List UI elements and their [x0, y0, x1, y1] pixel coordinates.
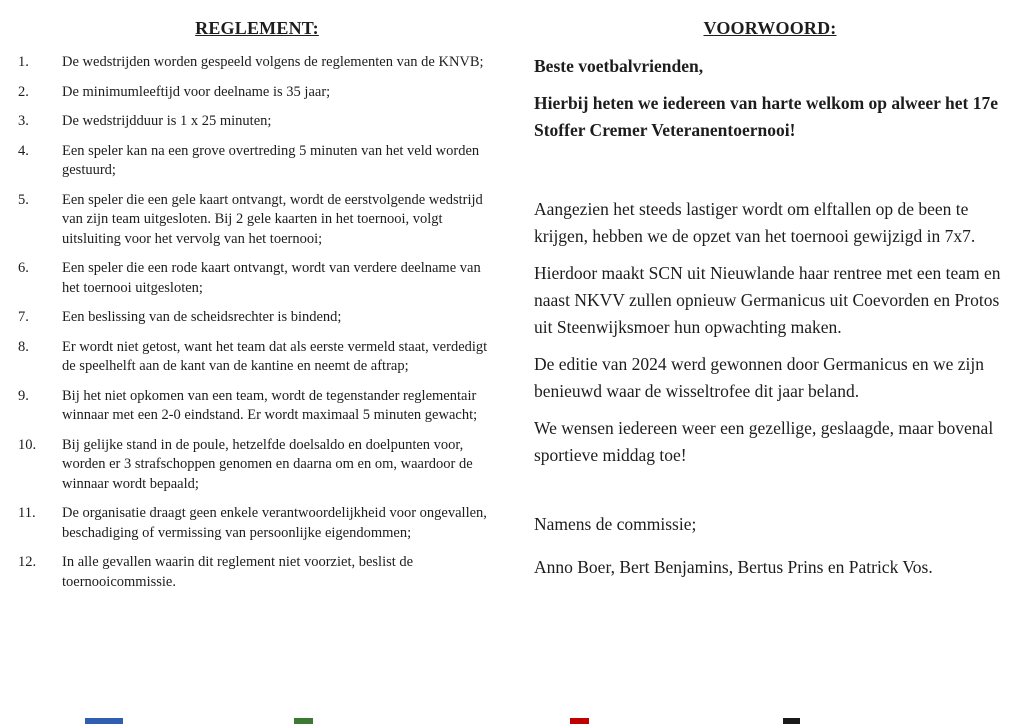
bottom-edge-mark [570, 718, 589, 724]
rule-text: De organisatie draagt geen enkele verantwoordelijkheid voor ongevallen, beschadiging of vermissing van persoonlijke eigendommen; [62, 505, 487, 541]
rule-item [18, 504, 496, 543]
rule-number: 5. [18, 191, 29, 208]
rule-number: 8. [18, 338, 29, 355]
bottom-edge-marks [0, 718, 1024, 724]
voorwoord-title: VOORWOORD: [703, 18, 837, 38]
bottom-edge-mark [85, 718, 123, 724]
rule-text: Een speler kan na een grove overtreding 5 minuten van het veld worden gestuurd; [62, 142, 480, 178]
voorwoord-paragraphs [534, 196, 1006, 469]
rule-number: 7. [18, 309, 29, 325]
voorwoord-welcome: Hierbij heten we iedereen van harte welkom op alweer het 17e Stoffer Cremer Veteranentoernooi! [534, 93, 998, 140]
rule-number: 1. [18, 54, 29, 70]
rule-number: 2. [18, 83, 29, 100]
rule-item [18, 53, 496, 73]
rule-item [18, 338, 496, 377]
voorwoord-paragraph: Aangezien het steeds lastiger wordt om elftallen op de been te krijgen, hebben we de opzet van het toernooi gewijzigd in 7x7. [534, 199, 976, 246]
rule-item [18, 112, 496, 132]
rule-text: Een speler die een rode kaart ontvangt, wordt van verdere deelname van het toernooi uitgesloten; [62, 260, 481, 296]
bottom-edge-mark [783, 718, 800, 724]
voorwoord-paragraph: De editie van 2024 werd gewonnen door Germanicus en we zijn benieuwd waar de wisseltrofee dit jaar beland. [534, 354, 984, 401]
rule-number: 11. [18, 505, 36, 521]
rule-text: De wedstrijden worden gespeeld volgens de reglementen van de KNVB; [62, 54, 484, 70]
rule-item [18, 83, 496, 103]
rule-item [18, 191, 496, 250]
rule-item [18, 308, 496, 328]
rule-text: Bij het niet opkomen van een team, wordt de tegenstander reglementair winnaar met een 2-0 eindstand. Er wordt maximaal 5 minuten gewacht; [62, 387, 478, 423]
rule-item [18, 142, 496, 181]
rule-item [18, 553, 496, 592]
bottom-edge-mark [294, 718, 313, 724]
voorwoord-paragraph: We wensen iedereen weer een gezellige, geslaagde, maar bovenal sportieve middag toe! [534, 418, 994, 465]
reglement-list [18, 53, 496, 592]
rule-text: Een speler die een gele kaart ontvangt, wordt de eerstvolgende wedstrijd van zijn team uitgesloten. Bij 2 gele kaarten in het toernooi, volgt uitsluiting voor het vervolg van het toernooi; [62, 191, 483, 247]
voorwoord-column [512, 0, 1024, 724]
rule-number: 4. [18, 142, 29, 159]
rule-text: In alle gevallen waarin dit reglement niet voorziet, beslist de toernooicommissie. [62, 554, 414, 590]
voorwoord-signature: Anno Boer, Bert Benjamins, Bertus Prins en Patrick Vos. [534, 557, 933, 577]
rule-number: 6. [18, 260, 29, 276]
rule-text: De minimumleeftijd voor deelname is 35 jaar; [62, 83, 331, 100]
vertical-gap [534, 154, 1006, 196]
voorwoord-salutation: Beste voetbalvrienden, [534, 56, 704, 76]
rule-number: 3. [18, 113, 29, 129]
rule-item [18, 259, 496, 298]
rule-number: 9. [18, 387, 29, 404]
rule-number: 12. [18, 554, 37, 570]
rule-text: De wedstrijdduur is 1 x 25 minuten; [62, 113, 272, 129]
reglement-title: REGLEMENT: [195, 18, 319, 38]
rule-item [18, 387, 496, 426]
rule-text: Bij gelijke stand in de poule, hetzelfde doelsaldo en doelpunten voor, worden er 3 strafschoppen genomen en daarna om en om, waardoor de winnaar wordt bepaald; [62, 436, 473, 492]
voorwoord-paragraph: Hierdoor maakt SCN uit Nieuwlande haar rentree met een team en naast NKVV zullen opnieuw Germanicus uit Coevorden en Protos uit Steenwijksmoer hun opwachting maken. [534, 263, 1001, 337]
rule-text: Er wordt niet getost, want het team dat als eerste vermeld staat, verdedigt de speelhelft aan de kant van de kantine en neemt de aftrap; [62, 338, 488, 374]
vertical-gap [534, 479, 1006, 511]
rule-number: 10. [18, 436, 37, 453]
voorwoord-closing: Namens de commissie; [534, 514, 697, 534]
rule-text: Een beslissing van de scheidsrechter is bindend; [62, 309, 342, 325]
rule-item [18, 436, 496, 495]
